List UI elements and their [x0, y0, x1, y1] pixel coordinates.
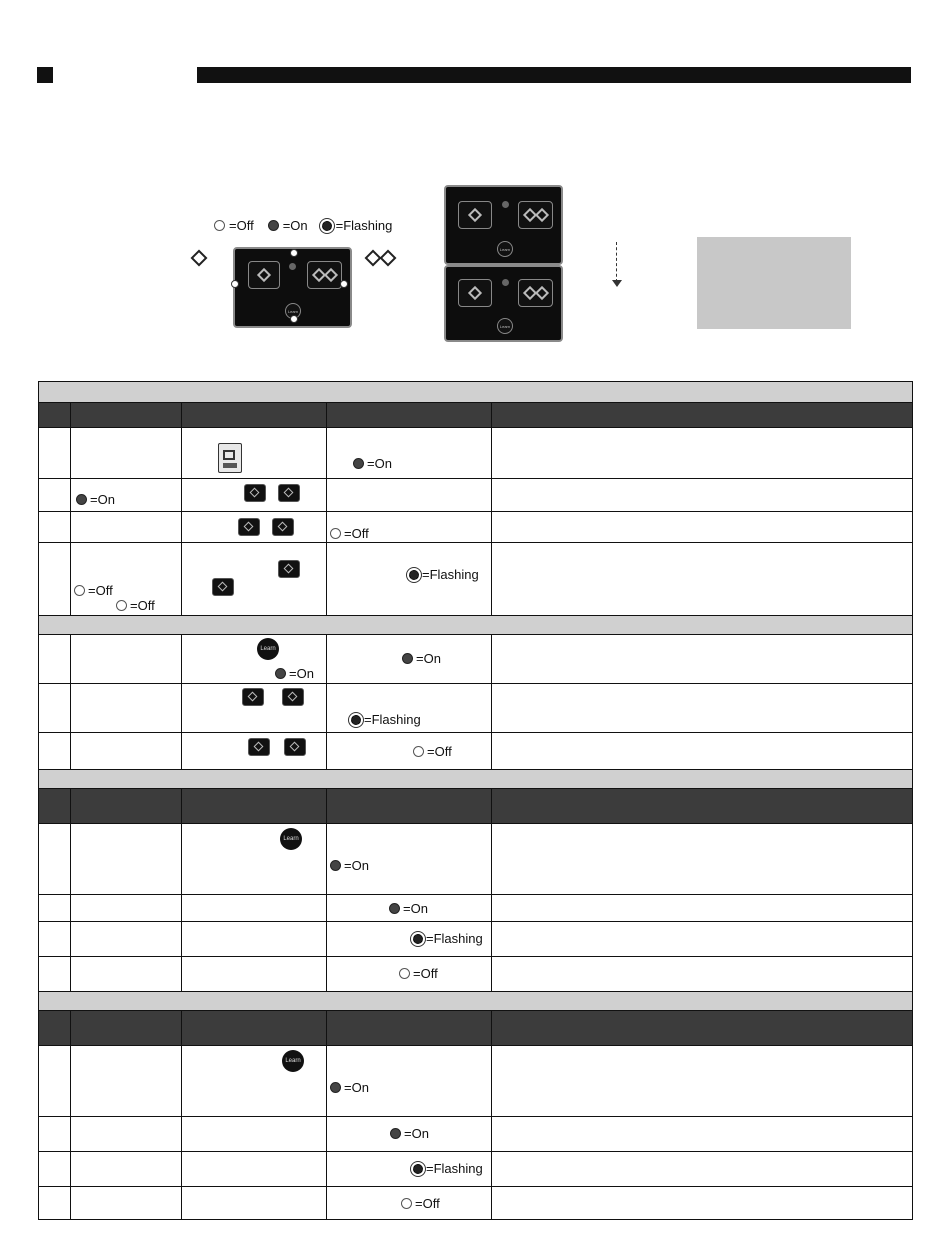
- procedure-table: [38, 381, 913, 1220]
- single-gate-button[interactable]: [458, 279, 492, 307]
- led-on-icon: [402, 653, 413, 664]
- led-state: =On: [416, 651, 441, 666]
- grey-placeholder-box: [697, 237, 851, 329]
- double-gate-button[interactable]: [518, 279, 553, 307]
- single-gate-button-icon: [242, 688, 264, 706]
- led-flashing-icon: [409, 570, 419, 580]
- section-marker: [37, 67, 53, 83]
- gate-icon: [380, 250, 397, 267]
- table-row: [39, 1187, 913, 1220]
- remote-panel-annotated: [233, 247, 352, 328]
- gate-icon: [191, 250, 208, 267]
- single-gate-symbol: [193, 252, 205, 264]
- table-row: [39, 684, 913, 733]
- callout-marker: [340, 280, 348, 288]
- led-flashing-icon: [413, 1164, 423, 1174]
- status-led: [289, 263, 296, 270]
- table-row: [39, 824, 913, 895]
- double-gate-symbol: [367, 252, 394, 264]
- led-state: =Off: [344, 526, 369, 541]
- status-text: =Off: [130, 598, 155, 613]
- single-gate-button-icon: [278, 560, 300, 578]
- led-off-icon: [330, 528, 341, 539]
- table-row: [39, 512, 913, 543]
- led-on-icon: [353, 458, 364, 469]
- callout-marker: [290, 249, 298, 257]
- double-gate-button-icon: [284, 738, 306, 756]
- down-arrow-head: [612, 280, 622, 287]
- learn-button-icon: Learn: [257, 638, 279, 660]
- double-gate-button-icon: [272, 518, 294, 536]
- section-title-bar: [197, 67, 911, 83]
- table-row: [39, 733, 913, 770]
- gate-icon: [468, 286, 482, 300]
- table-row: [39, 895, 913, 922]
- gate-icon: [257, 268, 271, 282]
- single-gate-button[interactable]: [458, 201, 492, 229]
- led-on-icon: [268, 220, 279, 231]
- led-state: =On: [344, 858, 369, 873]
- double-gate-button-icon: [212, 578, 234, 596]
- gate-icon: [534, 286, 548, 300]
- down-arrow: [616, 242, 617, 282]
- status-text: =On: [90, 492, 115, 507]
- callout-marker: [290, 315, 298, 323]
- led-flashing-icon: [351, 715, 361, 725]
- led-flashing-icon: [322, 221, 332, 231]
- learn-button[interactable]: Learn: [497, 241, 513, 257]
- action-text: =On: [289, 666, 314, 681]
- led-off-icon: [413, 746, 424, 757]
- legend-flashing-label: =Flashing: [335, 218, 393, 233]
- section-header: [39, 616, 913, 635]
- table-row: [39, 1117, 913, 1152]
- led-state: =Off: [427, 744, 452, 759]
- gate-icon: [468, 208, 482, 222]
- status-led: [502, 279, 509, 286]
- led-state: =On: [367, 456, 392, 471]
- led-on-icon: [76, 494, 87, 505]
- double-gate-button[interactable]: [307, 261, 342, 289]
- led-state: =Flashing: [364, 712, 421, 727]
- section-header: [39, 382, 913, 403]
- double-gate-button[interactable]: [518, 201, 553, 229]
- single-gate-button-icon: [248, 738, 270, 756]
- table-row: [39, 428, 913, 479]
- led-state: =Off: [415, 1196, 440, 1211]
- remote-panel-bottom: [444, 265, 563, 342]
- led-state: =Off: [413, 966, 438, 981]
- table-row: [39, 1046, 913, 1117]
- single-gate-button-icon: [238, 518, 260, 536]
- led-on-icon: [275, 668, 286, 679]
- learn-button[interactable]: Learn: [497, 318, 513, 334]
- led-state: =Flashing: [422, 567, 479, 582]
- legend-on-label: =On: [282, 218, 308, 233]
- double-gate-button-icon: [278, 484, 300, 502]
- table-row: [39, 635, 913, 684]
- led-state: =Flashing: [426, 931, 483, 946]
- receiver-chip-icon: [218, 443, 242, 473]
- learn-button-icon: Learn: [280, 828, 302, 850]
- gate-icon: [323, 268, 337, 282]
- led-state: =On: [344, 1080, 369, 1095]
- led-state: =Flashing: [426, 1161, 483, 1176]
- table-row: [39, 479, 913, 512]
- led-on-icon: [330, 1082, 341, 1093]
- single-gate-button-icon: [244, 484, 266, 502]
- table-row: [39, 922, 913, 957]
- column-header-row: [39, 403, 913, 428]
- double-gate-button-icon: [282, 688, 304, 706]
- gate-icon: [534, 208, 548, 222]
- led-off-icon: [116, 600, 127, 611]
- remote-panel-top: [444, 185, 563, 265]
- learn-button[interactable]: Learn: [285, 303, 301, 319]
- section-header: [39, 992, 913, 1011]
- table-row: [39, 957, 913, 992]
- single-gate-button[interactable]: [248, 261, 280, 289]
- legend-off-label: =Off: [229, 218, 254, 233]
- led-flashing-icon: [413, 934, 423, 944]
- led-on-icon: [389, 903, 400, 914]
- callout-marker: [231, 280, 239, 288]
- table-row: [39, 543, 913, 616]
- column-header-row: [39, 1011, 913, 1046]
- led-legend: [214, 218, 402, 233]
- led-off-icon: [74, 585, 85, 596]
- led-state: =On: [403, 901, 428, 916]
- led-off-icon: [214, 220, 225, 231]
- led-on-icon: [390, 1128, 401, 1139]
- learn-button-icon: Learn: [282, 1050, 304, 1072]
- led-on-icon: [330, 860, 341, 871]
- section-header: [39, 770, 913, 789]
- led-off-icon: [399, 968, 410, 979]
- table-row: [39, 1152, 913, 1187]
- status-led: [502, 201, 509, 208]
- led-state: =On: [404, 1126, 429, 1141]
- column-header-row: [39, 789, 913, 824]
- status-text: =Off: [88, 583, 113, 598]
- led-off-icon: [401, 1198, 412, 1209]
